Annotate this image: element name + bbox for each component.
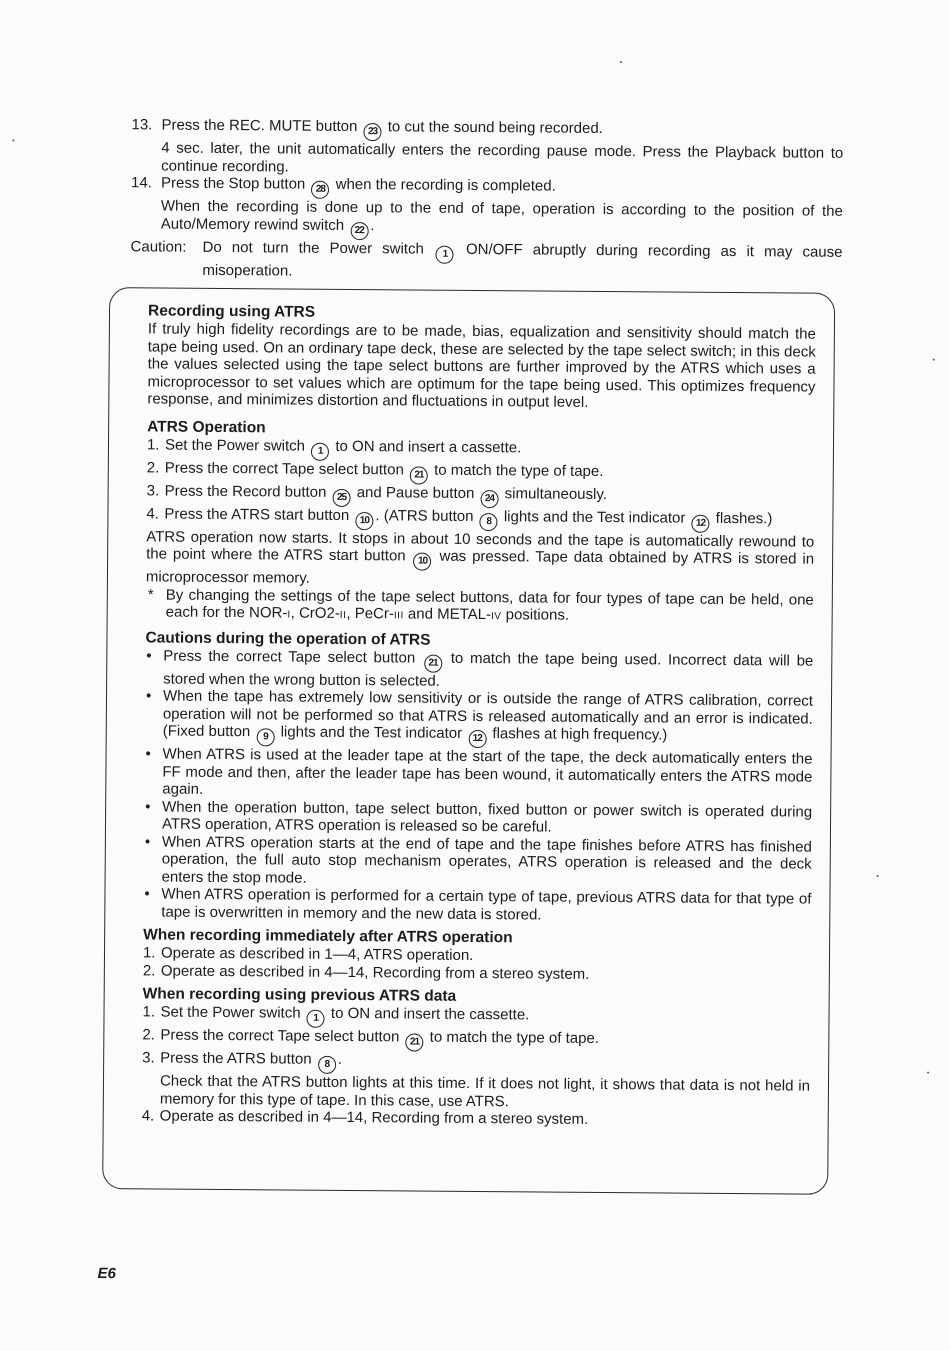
caution-item: • When ATRS is used at the leader tape at the start of the tape, the deck automatically enters the FF mode and then, after the leader tape has been wound, it automatically enters the ATRS mode again.	[145, 745, 813, 798]
circled-number-icon: 9	[256, 728, 274, 746]
circled-number-icon: 22	[350, 222, 368, 240]
bullet-icon: •	[146, 646, 152, 664]
caution-label: Caution:	[130, 237, 187, 256]
op-step: 2. Press the correct Tape select button 21 to match the type of tape.	[147, 459, 815, 487]
circled-number-icon: 8	[480, 513, 498, 531]
scan-speck	[933, 359, 935, 361]
asterisk-icon: *	[147, 585, 154, 603]
bullet-icon: •	[144, 832, 151, 850]
op-step: 4. Press the ATRS start button 10 . (ATRS button 8 lights and the Test indicator 12 flashes.)	[146, 505, 814, 533]
op-paragraph: ATRS operation now starts. It stops in about 10 seconds and the tape is automatically rewound to the point where the ATRS start button 10 was pressed. Tape data obtained by ATRS is stored in microprocessor memory.	[145, 527, 815, 587]
section-heading: ATRS Operation	[147, 417, 266, 436]
op-step: 3. Press the Record button 25 and Pause button 24 simultaneously.	[147, 482, 815, 510]
step-text: 4 sec. later, the unit automatically enters the recording pause mode. Press the Playback button to continue recording.	[161, 139, 844, 176]
prev-step: 1. Set the Power switch 1 to ON and insert the cassette.	[142, 1003, 810, 1031]
circled-number-icon: 1	[436, 245, 454, 263]
caution-item: • When ATRS operation is performed for a certain type of tape, previous ATRS data for that type of tape is overwritten in memory and the new data is stored.	[144, 885, 812, 924]
op-step: 1. Set the Power switch 1 to ON and insert a cassette.	[147, 436, 815, 464]
imm-step: 1. Operate as described in 1—4, ATRS operation.	[142, 944, 474, 964]
circled-number-icon: 8	[318, 1056, 336, 1074]
circled-number-icon: 10	[355, 512, 373, 530]
section-heading: Cautions during the operation of ATRS	[145, 628, 431, 649]
step-number: 14.	[130, 174, 152, 192]
intro-paragraph: If truly high fidelity recordings are to be made, bias, equalization and sensitivity should match the tape being used. On an ordinary tape deck, these are selected by the tape select switch; in this deck the values selected using the tape select buttons are further improved by the ATRS which uses a microprocessor to set values which are optimum for the tape being used. This optimizes frequency response, and minimizes distortion and fluctuations in output level.	[147, 320, 816, 411]
atrs-section	[142, 302, 816, 1130]
circled-number-icon: 21	[410, 466, 428, 484]
scan-speck	[877, 875, 879, 877]
caution-note: Caution: Do not turn the Power switch 1 ON/OFF abruptly during recording as it may cause misoperation.	[130, 237, 843, 280]
bullet-icon: •	[145, 745, 151, 763]
bullet-icon: •	[145, 687, 152, 705]
circled-number-icon: 28	[311, 181, 329, 199]
circled-number-icon: 23	[363, 123, 381, 141]
section-heading: When recording immediately after ATRS operation	[143, 926, 513, 947]
circled-number-icon: 21	[405, 1033, 423, 1051]
step-14: 14. Press the Stop button 28 when the recording is completed. When the recording is done up to the end of tape, operation is according to the position of the Auto/Memory rewind switch 22 .	[131, 174, 843, 243]
bullet-icon: •	[144, 885, 150, 903]
circled-number-icon: 12	[691, 514, 709, 532]
scan-speck	[927, 1072, 929, 1074]
recording-steps	[130, 116, 843, 284]
imm-step: 2. Operate as described in 4—14, Recording from a stereo system.	[142, 961, 590, 983]
circled-number-icon: 12	[468, 730, 486, 748]
circled-number-icon: 1	[311, 442, 329, 460]
caution-item: • When the operation button, tape select button, fixed button or power switch is operated during ATRS operation, ATRS operation is released so be careful.	[145, 797, 813, 836]
step-13: 13. Press the REC. MUTE button 23 to cut the sound being recorded. 4 sec. later, the unit automatically enters the recording pause mode. Press the Playback button to continue recording.	[131, 116, 843, 180]
prev-step: 3. Press the ATRS button 8 . Check that the ATRS button lights at this time. If it does not light, it shows that data is not held in memory for this type of tape. In this case, use ATRS.	[142, 1049, 810, 1112]
section-heading: Recording using ATRS	[147, 302, 316, 321]
prev-step: 4. Operate as described in 4—14, Recording from a stereo system.	[141, 1107, 589, 1128]
section-heading: When recording using previous ATRS data	[142, 985, 457, 1005]
caution-item: • Press the correct Tape select button 21 to match the tape being used. Incorrect data will be stored when the wrong button is selected.	[146, 646, 814, 690]
scan-speck	[12, 139, 14, 141]
circled-number-icon: 10	[413, 553, 431, 571]
scan-speck	[620, 61, 622, 63]
caution-item: • When the tape has extremely low sensitivity or is outside the range of ATRS calibration, correct operation will not be performed so that ATRS is released automatically and an error is indicated. (Fixed button 9 lights and the Test indicator 12 flashes at high frequency.)	[145, 687, 813, 750]
footnote: * By changing the settings of the tape select buttons, data for four types of tape can be held, one each for the NOR-I, CrO2-II, PeCr-III and METAL-IV positions.	[147, 585, 814, 624]
bullet-icon: •	[145, 797, 151, 815]
circled-number-icon: 24	[480, 490, 498, 508]
circled-number-icon: 1	[307, 1010, 325, 1028]
caution-item: • When ATRS operation starts at the end of tape and the tape finishes before ATRS has finished operation, the full auto stop mechanism operates, ATRS operation is released and the deck enters the stop mode.	[144, 832, 812, 887]
prev-step: 2. Press the correct Tape select button 21 to match the type of tape.	[142, 1026, 810, 1054]
page-number: E6	[97, 1265, 116, 1283]
circled-number-icon: 25	[332, 488, 350, 506]
step-text: Check that the ATRS button lights at this time. If it does not light, it shows that data is not held in memory for this type of tape. In this case, use ATRS.	[159, 1072, 811, 1110]
circled-number-icon: 21	[424, 654, 442, 672]
step-number: 13.	[131, 116, 153, 134]
